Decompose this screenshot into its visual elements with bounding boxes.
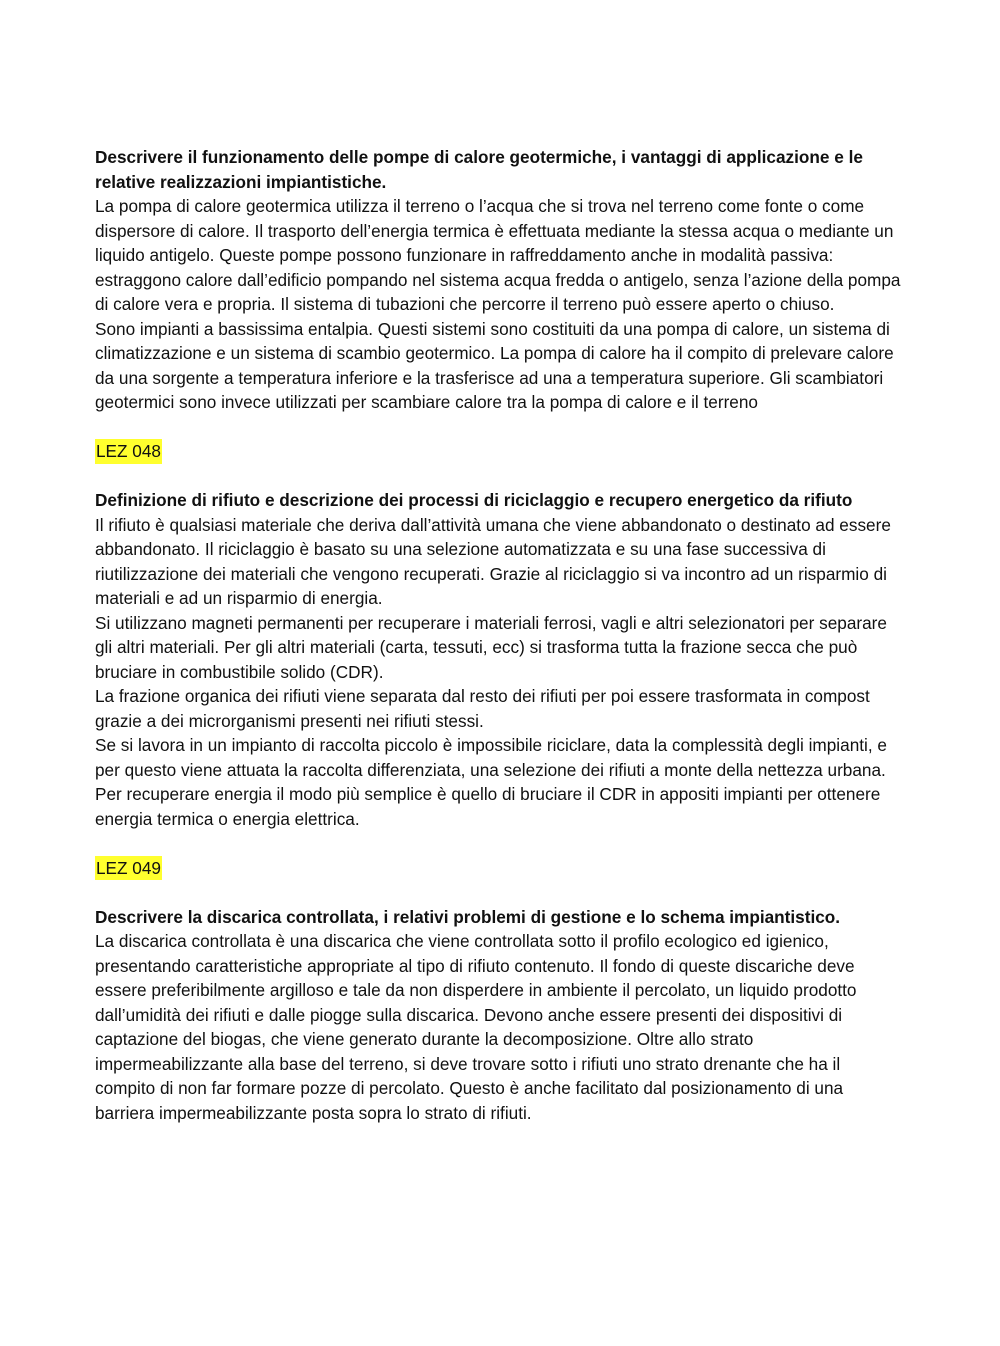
paragraph: La pompa di calore geotermica utilizza il terreno o l’acqua che si trova nel terreno come fonte o come dispersore di calore. Il trasporto dell’energia termica è effettuata mediante la stessa acqua o mediante un liquido antigelo. Queste pompe possono funzionare in raffreddamento anche in modalità passiva: estraggono calore dall’edificio pompando nel sistema acqua fredda o antigelo, senza l’azione della pompa di calore vera e propria. Il sistema di tubazioni che percorre il terreno può essere aperto o chiuso. [95,196,901,314]
paragraph: La frazione organica dei rifiuti viene separata dal resto dei rifiuti per poi essere trasformata in compost grazie a dei microrganismi presenti nei rifiuti stessi. [95,686,870,731]
section-rifiuti [95,488,905,831]
paragraph: Se si lavora in un impianto di raccolta piccolo è impossibile riciclare, data la complessità degli impianti, e per questo viene attuata la raccolta differenziata, una selezione dei rifiuti a monte della nettezza urbana. [95,735,887,780]
section-discarica [95,905,905,1126]
section-heading: Descrivere il funzionamento delle pompe di calore geotermiche, i vantaggi di applicazione e le relative realizzazioni impiantistiche. [95,147,863,192]
paragraph: Si utilizzano magneti permanenti per recuperare i materiali ferrosi, vagli e altri selezionatori per separare gli altri materiali. Per gli altri materiali (carta, tessuti, ecc) si trasforma tutta la frazione secca che può bruciare in combustibile solido (CDR). [95,612,887,682]
paragraph: Il rifiuto è qualsiasi materiale che deriva dall’attività umana che viene abbandonato o destinato ad essere abbandonato. Il riciclaggio è basato su una selezione automatizzata e su una fase successiva di riutilizzazione dei materiali che vengono recuperati. Grazie al riciclaggio si va incontro ad un risparmio di materiali e ad un risparmio di energia. [95,514,891,608]
paragraph: Sono impianti a bassissima entalpia. Questi sistemi sono costituiti da una pompa di calore, un sistema di climatizzazione e un sistema di scambio geotermico. La pompa di calore ha il compito di prelevare calore da una sorgente a temperatura inferiore e la trasferisce ad una a temperatura superiore. Gli scambiatori geotermici sono invece utilizzati per scambiare calore tra la pompa di calore e il terreno [95,318,894,412]
document-page [95,145,905,1125]
lesson-label-048: LEZ 048 [95,439,162,464]
section-heading: Definizione di rifiuto e descrizione dei processi di riciclaggio e recupero energetico da rifiuto [95,490,853,510]
paragraph: Per recuperare energia il modo più semplice è quello di bruciare il CDR in appositi impianti per ottenere energia termica o energia elettrica. [95,784,881,829]
lesson-label-049: LEZ 049 [95,856,162,881]
section-heading: Descrivere la discarica controllata, i relativi problemi di gestione e lo schema impiantistico. [95,906,841,927]
section-pompe-geotermiche [95,145,905,415]
paragraph: La discarica controllata è una discarica che viene controllata sotto il profilo ecologico ed igienico, presentando caratteristiche appropriate al tipo di rifiuto contenuto. Il fondo di queste discariche deve essere preferibilmente argilloso e tale da non disperdere in ambiente il percolato, un liquido prodotto dall’umidità dei rifiuti e dalle piogge sulla discarica. Devono anche essere presenti dei dispositivi di captazione del biogas, che viene generato durante la decomposizione. Oltre allo strato impermeabilizzante alla base del terreno, si deve trovare sotto i rifiuti uno strato drenante che ha il compito di non far formare pozze di percolato. Questo è anche facilitato dal posizionamento di una barriera impermeabilizzante posta sopra lo strato di rifiuti. [95,931,857,1123]
